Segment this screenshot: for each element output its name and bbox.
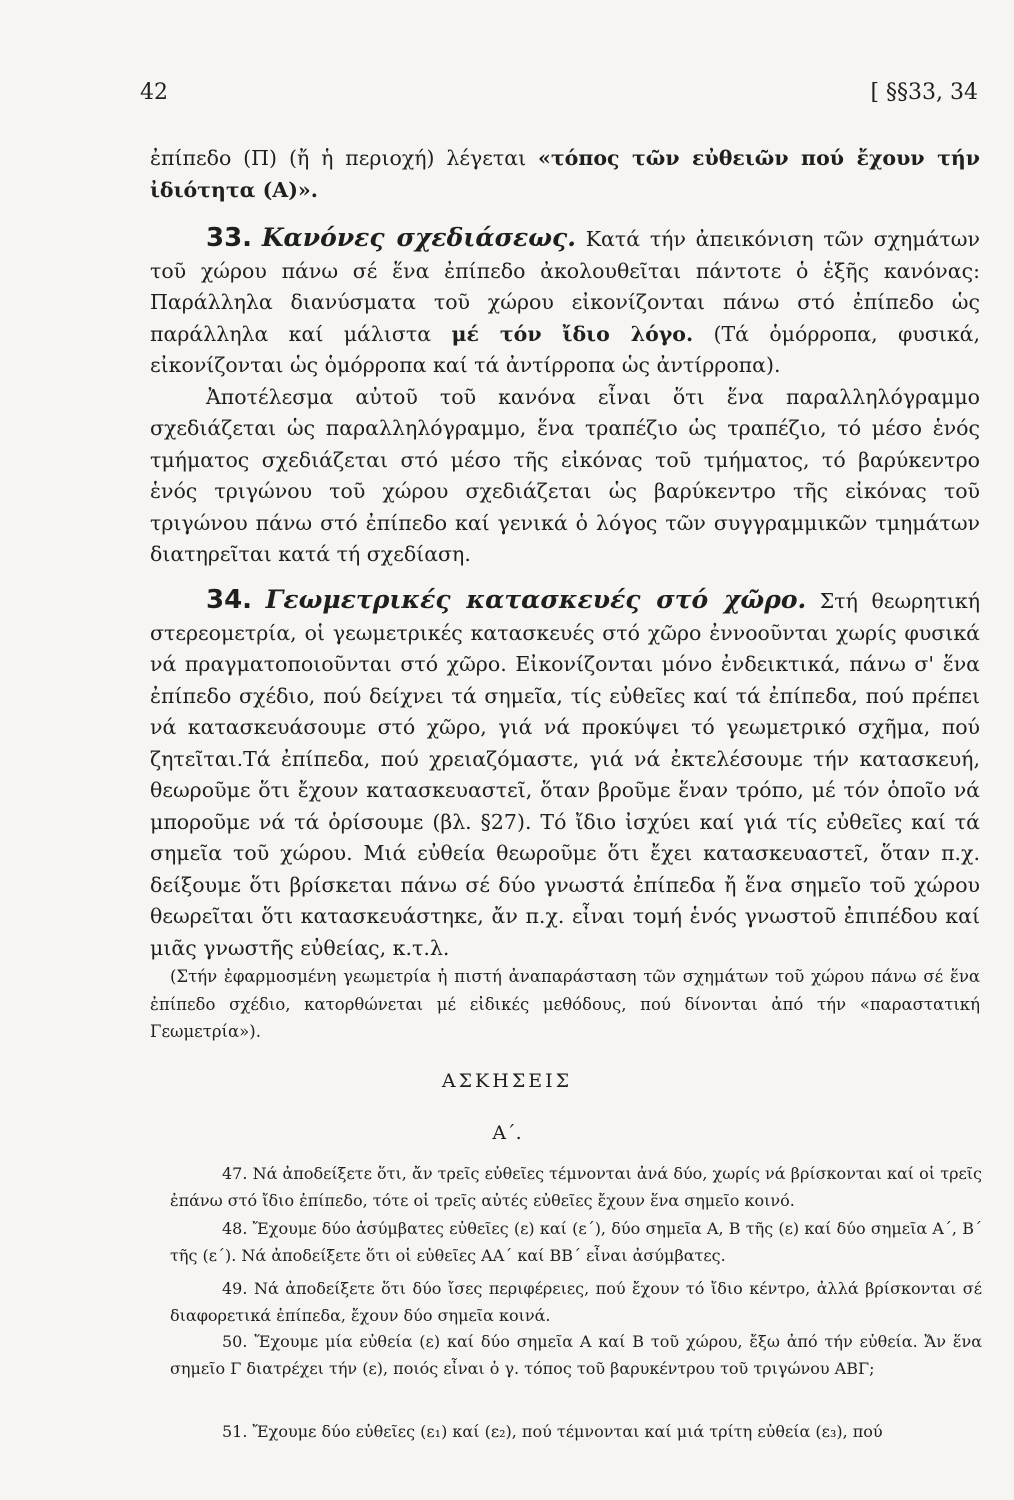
exercise-text: Ἔχουμε μία εὐθεία (ε) καί δύο σημεῖα Α καί Β τοῦ χώρου, ἔξω ἀπό τήν εὐθεία. Ἄν ἕνα σημεῖο Γ διατρέχει τήν (ε), ποιός εἶναι ὁ γ. τόπος τοῦ βαρυκέντρου τοῦ τριγώνου ΑΒΓ; <box>170 1332 982 1378</box>
section-33-title: Κανόνες σχεδιάσεως. <box>261 223 576 252</box>
section-33 <box>150 222 980 571</box>
exercises-heading: ΑΣΚΗΣΕΙΣ <box>441 1070 573 1092</box>
opening-text: ἐπίπεδο (Π) (ἤ ἡ περιοχή) λέγεται <box>150 146 539 170</box>
opening-paragraph <box>150 143 980 206</box>
exercise-number: 48. <box>222 1219 248 1238</box>
exercise-text: Ἔχουμε δύο ἀσύμβατες εὐθεῖες (ε) καί (ε΄), δύο σημεῖα Α, Β τῆς (ε) καί δύο σημεῖα Α΄, Β΄ τῆς (ε΄). Νά ἀποδείξετε ὅτι οἱ εὐθεῖες ΑΑ΄ καί ΒΒ΄ εἶναι ἀσύμβατες. <box>170 1219 982 1265</box>
section-34-number: 34. <box>206 585 253 615</box>
exercise-number: 51. <box>222 1422 248 1441</box>
section-34-title: Γεωμετρικές κατασκευές στό χῶρο. <box>265 585 807 614</box>
exercise-number: 49. <box>222 1279 248 1298</box>
exercise-number: 50. <box>222 1332 248 1351</box>
opening-bold-text: «τόπος τῶν εὐθειῶν πού ἔχουν τήν ἰδιότητα (Α)». <box>150 146 980 202</box>
section-33-text-a: Κατά τήν ἀπεικόνιση τῶν σχημάτων τοῦ χώρου πάνω σέ ἕνα ἐπίπεδο ἀκολουθεῖται πάντοτε ὁ ἑξῆς κανόνας: Παράλληλα διανύσματα τοῦ χώρου εἰκονίζονται πάνω στό ἐπίπεδο ὡς παράλληλα καί μάλιστα <box>150 227 980 346</box>
exercise-item <box>170 1160 982 1214</box>
section-reference: [ §§33, 34 <box>870 80 978 105</box>
section-34-text: Στή θεωρητική στερεομετρία, οἱ γεωμετρικές κατασκευές στό χῶρο ἐννοοῦνται χωρίς φυσικά νά πραγματοποιοῦνται στό χῶρο. Εἰκονίζονται μόνο ἐνδεικτικά, πάνω σ' ἕνα ἐπίπεδο σχέδιο, πού δείχνει τά σημεῖα, τίς εὐθεῖες καί τά ἐπίπεδα, πού πρέπει νά κατασκευάσουμε στό χῶρο, γιά νά προκύψει τό γεωμετρικό σχῆμα, πού ζητεῖται.Τά ἐπίπεδα, πού χρειαζόμαστε, γιά νά ἐκτελέσουμε τήν κατασκευή, θεωροῦμε ὅτι ἔχουν κατασκευαστεῖ, ὅταν βροῦμε ἕναν τρόπο, μέ τόν ὁποῖο νά μποροῦμε νά τά ὁρίσουμε (βλ. §27). Τό ἴδιο ἰσχύει καί γιά τίς εὐθεῖες καί τά σημεῖα τοῦ χώρου. Μιά εὐθεία θεωροῦμε ὅτι ἔχει κατασκευαστεῖ, ὅταν π.χ. δείξουμε ὅτι βρίσκεται πάνω σέ δύο γνωστά ἐπίπεδα ἤ ἕνα σημεῖο τοῦ χώρου θεωρεῖται ὅτι κατασκευάστηκε, ἄν π.χ. εἶναι τομή ἑνός γνωστοῦ ἐπιπέδου καί μιᾶς γνωστῆς εὐθείας, κ.τ.λ. <box>150 589 980 960</box>
exercise-text: Νά ἀποδείξετε ὅτι, ἄν τρεῖς εὐθεῖες τέμνονται ἀνά δύο, χωρίς νά βρίσκονται καί οἱ τρεῖς ἐπάνω στό ἴδιο ἐπίπεδο, τότε οἱ τρεῖς αὐτές εὐθεῖες ἔχουν ἕνα σημεῖο κοινό. <box>170 1164 982 1210</box>
exercise-item <box>170 1418 982 1445</box>
section-34 <box>150 584 980 964</box>
exercise-text: Ἔχουμε δύο εὐθεῖες (ε₁) καί (ε₂), πού τέμνονται καί μιά τρίτη εὐθεία (ε₃), πού <box>252 1422 883 1441</box>
section-34-note <box>150 963 980 1046</box>
exercise-item <box>170 1215 982 1269</box>
exercise-number: 47. <box>222 1164 248 1183</box>
exercise-text: Νά ἀποδείξετε ὅτι δύο ἴσες περιφέρειες, πού ἔχουν τό ἴδιο κέντρο, ἀλλά βρίσκονται σέ διαφορετικά ἐπίπεδα, ἔχουν δύο σημεῖα κοινά. <box>170 1279 983 1325</box>
exercises-subheading: Α΄. <box>492 1122 522 1144</box>
section-33-text-b: (Τά ὁμόρροπα, φυσικά, εἰκονίζονται ὡς ὁμόρροπα καί τά ἀντίρροπα ὡς ἀντίρροπα). <box>150 321 980 377</box>
note-text: (Στήν ἐφαρμοσμένη γεωμετρία ἡ πιστή ἀναπαράσταση τῶν σχημάτων τοῦ χώρου πάνω σέ ἕνα ἐπίπεδο σχέδιο, κατορθώνεται μέ εἰδικές μεθόδους, πού δίνονται ἀπό τήν «παραστατική Γεωμετρία»). <box>150 967 980 1041</box>
page-header <box>140 80 978 120</box>
section-33-bold-text: μέ τόν ἴδιο λόγο. <box>451 321 694 346</box>
section-33-paragraph-2: Ἀποτέλεσμα αὐτοῦ τοῦ κανόνα εἶναι ὅτι ἕνα παραλληλόγραμμο σχεδιάζεται ὡς παραλληλόγραμμο, ἕνα τραπέζιο ὡς τραπέζιο, τό μέσο ἑνός τμήματος σχεδιάζεται στό μέσο τῆς εἰκόνας τοῦ τμήματος, τό βαρύκεντρο ἑνός τριγώνου τοῦ χώρου σχεδιάζεται ὡς βαρύκεντρο τῆς εἰκόνας τοῦ τριγώνου πάνω στό ἐπίπεδο καί γενικά ὁ λόγος τῶν συγγραμμικῶν τμημάτων διατηρεῖται κατά τή σχεδίαση. <box>150 384 980 566</box>
exercise-item <box>170 1275 982 1329</box>
page-number: 42 <box>140 80 168 105</box>
section-33-number: 33. <box>206 223 253 253</box>
exercise-item <box>170 1328 982 1382</box>
